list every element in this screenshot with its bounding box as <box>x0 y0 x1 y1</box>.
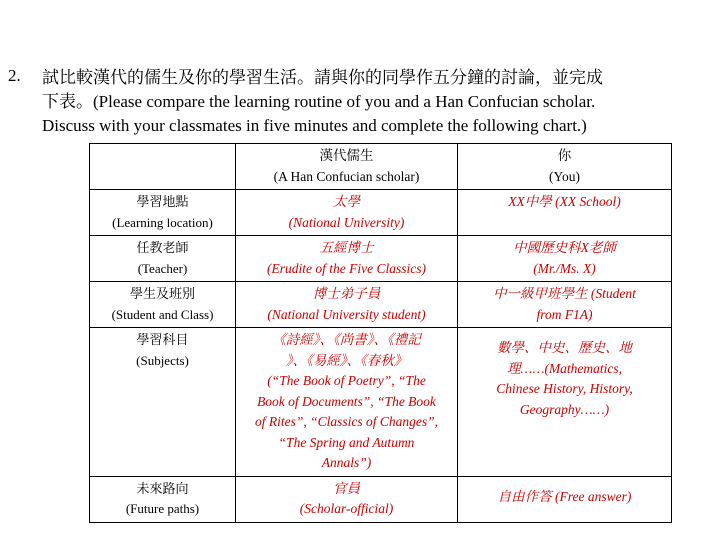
header-han-scholar: 漢代儒生 (A Han Confucian scholar) <box>236 144 458 190</box>
row-student-class <box>90 282 672 328</box>
header-you: 你 (You) <box>458 144 672 190</box>
you-answer: 中一級甲班學生 (Student from F1A) <box>458 282 672 328</box>
instruction-line: Discuss with your classmates in five minutes and complete the following chart.) <box>42 116 587 135</box>
row-label: 任教老師 (Teacher) <box>90 236 236 282</box>
comparison-table <box>89 143 672 523</box>
row-label: 學習科目 (Subjects) <box>90 328 236 477</box>
instruction-line: 試比較漢代的儒生及你的學習生活。請與你的同學作五分鐘的討論，並完成 <box>42 68 603 87</box>
row-label: 學習地點 (Learning location) <box>90 190 236 236</box>
row-learning-location <box>90 190 672 236</box>
row-label: 學生及班別 (Student and Class) <box>90 282 236 328</box>
header-row <box>90 144 672 190</box>
instruction-line: 下表。(Please compare the learning routine of you and a Han Confucian scholar. <box>42 92 596 111</box>
row-teacher <box>90 236 672 282</box>
you-answer: XX中學 (XX School) <box>458 190 672 236</box>
row-future-paths <box>90 476 672 522</box>
han-answer: 官員 (Scholar-official) <box>236 476 458 522</box>
you-answer: 中國歷史科X老師 (Mr./Ms. X) <box>458 236 672 282</box>
row-subjects <box>90 328 672 477</box>
question-number: 2. <box>8 66 21 85</box>
han-answer: 五經博士 (Erudite of the Five Classics) <box>236 236 458 282</box>
you-answer: 自由作答 (Free answer) <box>458 476 672 522</box>
han-answer: 《詩經》、《尚書》、《禮記 》、《易經》、《春秋》 (“The Book of Poetry”, “The Book of Documents”, “The Book of Rites”, “Classics of Changes”, “The Spring and Autumn Annals”) <box>236 328 458 477</box>
question-instruction <box>42 66 714 138</box>
header-empty-cell <box>90 144 236 190</box>
you-answer: 數學、中史、歷史、地 理……(Mathematics, Chinese History, History, Geography……) <box>458 328 672 477</box>
han-answer: 太學 (National University) <box>236 190 458 236</box>
han-answer: 博士弟子員 (National University student) <box>236 282 458 328</box>
row-label: 未來路向 (Future paths) <box>90 476 236 522</box>
